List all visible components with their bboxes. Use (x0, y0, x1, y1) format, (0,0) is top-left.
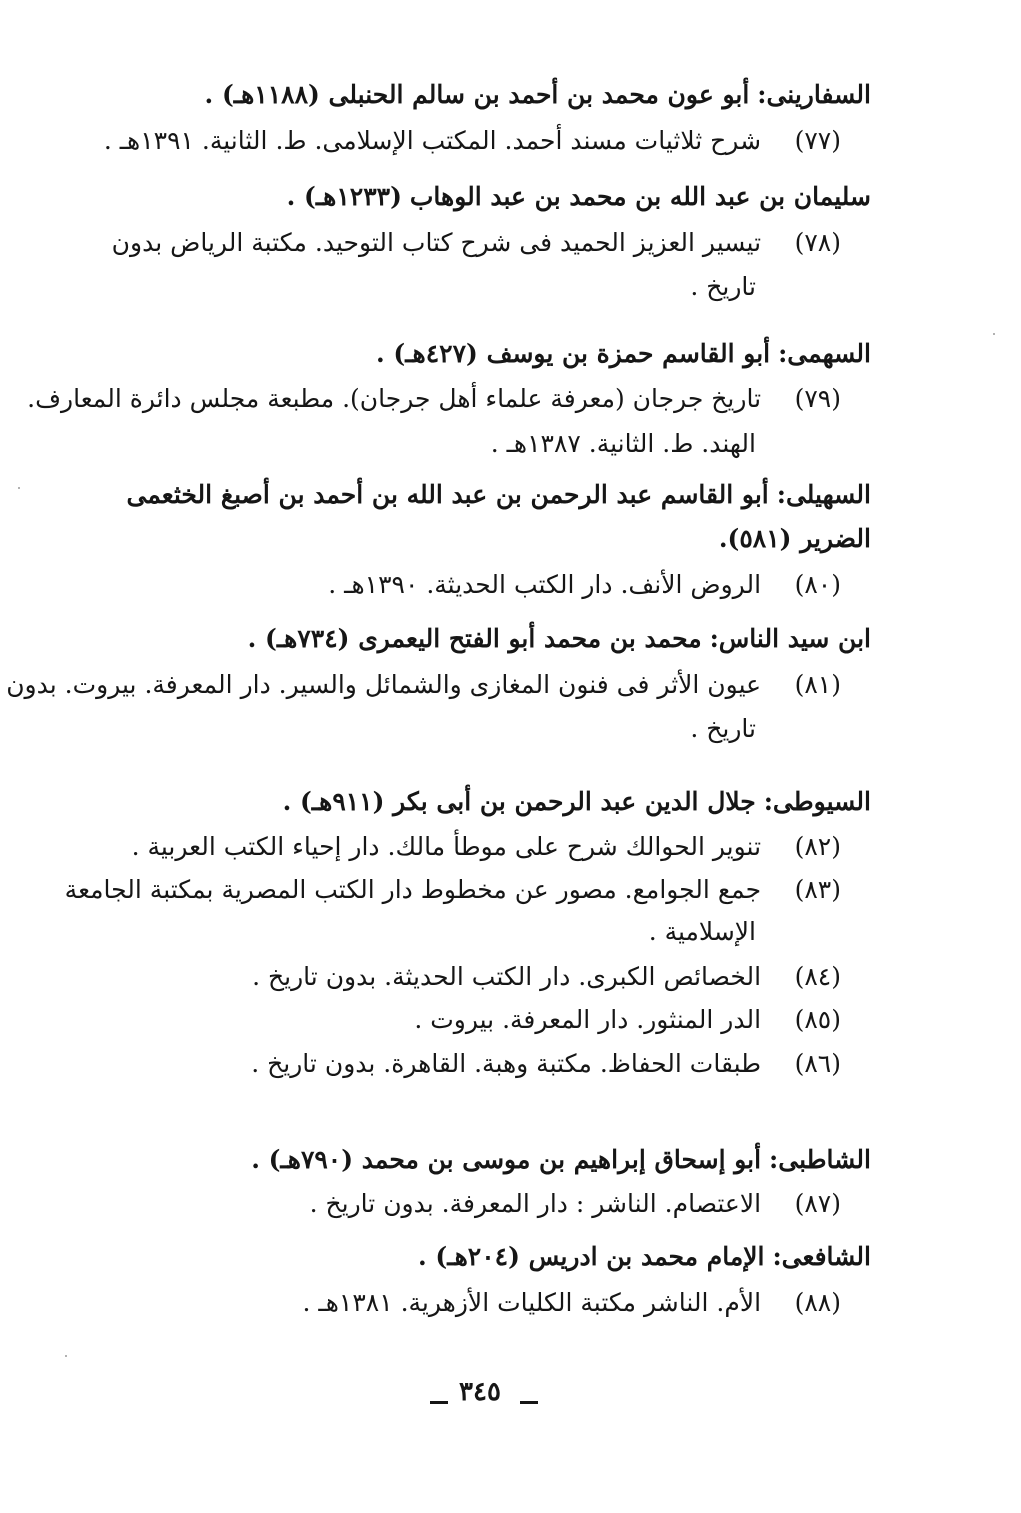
bibliography-entry (252, 960, 841, 996)
author-details: الضرير (٥٨١). (718, 524, 871, 553)
author-heading (418, 1240, 871, 1276)
entry-number: (٨٦) (794, 1049, 841, 1078)
author-heading (127, 478, 871, 514)
entry-text: طبقات الحفاظ. مكتبة وهبة. القاهرة. بدون تاريخ . (251, 1049, 762, 1078)
entry-text: الاعتصام. الناشر : دار المعرفة. بدون تاريخ . (309, 1189, 762, 1218)
entry-text: الخصائص الكبرى. دار الكتب الحديثة. بدون تاريخ . (252, 962, 762, 991)
entry-number: (٨١) (794, 670, 841, 699)
author-name: ابن سيد الناس: (709, 624, 871, 653)
entry-text: الروض الأنف. دار الكتب الحديثة. ١٣٩٠هـ . (328, 570, 762, 599)
scan-speck (18, 487, 20, 489)
scan-speck (993, 333, 995, 335)
bibliography-entry (310, 1187, 841, 1223)
bibliography-entry (328, 568, 841, 604)
bibliography-entry (132, 830, 841, 866)
author-details: (١٢٣٣هـ) . (286, 182, 402, 211)
entry-number: (٨٥) (794, 1005, 841, 1034)
entry-text: تنوير الحوالك شرح على موطأ مالك. دار إحياء الكتب العربية . (131, 832, 762, 861)
entry-continuation: الإسلامية . (648, 917, 756, 946)
entry-number: (٨٢) (794, 832, 841, 861)
page-number-dashes (430, 1401, 538, 1404)
entry-number: (٧٩) (794, 384, 841, 413)
entry-text: تاريخ جرجان (معرفة علماء أهل جرجان). مطبعة مجلس دائرة المعارف. (27, 384, 762, 413)
entry-number: (٧٨) (794, 228, 841, 257)
author-details: أبو إسحاق إبراهيم بن موسى بن محمد (٧٩٠هـ) . (251, 1145, 762, 1174)
author-details: أبو عون محمد بن أحمد بن سالم الحنبلى (١١٨٨هـ) . (204, 80, 750, 109)
author-details: جلال الدين عبد الرحمن بن أبى بكر (٩١١هـ) . (282, 787, 756, 816)
entry-text: عيون الأثر فى فنون المغازى والشمائل والسير. دار المعرفة. بيروت. بدون (6, 670, 762, 699)
author-name: الشافعى: (772, 1242, 871, 1271)
page-number (410, 1374, 550, 1410)
bibliography-entry (303, 1286, 842, 1322)
entry-text: تيسير العزيز الحميد فى شرح كتاب التوحيد. مكتبة الرياض بدون (111, 228, 762, 257)
entry-text: جمع الجوامع. مصور عن مخطوط دار الكتب المصرية بمكتبة الجامعة (64, 875, 762, 904)
author-details: الإمام محمد بن ادريس (٢٠٤هـ) . (418, 1242, 765, 1271)
entry-text: شرح ثلاثيات مسند أحمد. المكتب الإسلامى. ط. الثانية. ١٣٩١هـ . (103, 126, 762, 155)
author-details: أبو القاسم حمزة بن يوسف (٤٢٧هـ) . (376, 339, 771, 368)
page-number-text: ٣٤٥ (459, 1377, 501, 1407)
author-name: السهيلى: (776, 480, 871, 509)
bibliography-entry (65, 873, 841, 909)
author-heading (376, 337, 871, 373)
bibliography-entry (27, 382, 841, 418)
author-name: السهمى: (778, 339, 871, 368)
author-name: السفارينى: (757, 80, 871, 109)
author-details: أبو القاسم عبد الرحمن بن عبد الله بن أحمد بن أصبغ الخثعمى (126, 480, 769, 509)
entry-continuation: تاريخ . (690, 272, 756, 301)
entry-number: (٨٠) (794, 570, 841, 599)
bibliography-entry (104, 124, 841, 160)
bibliography-entry (6, 668, 841, 704)
author-heading (205, 78, 871, 114)
author-heading-continuation (719, 522, 871, 558)
entry-continuation: تاريخ . (690, 714, 756, 743)
author-details: محمد بن محمد أبو الفتح اليعمرى (٧٣٤هـ) . (247, 624, 702, 653)
entry-number: (٧٧) (794, 126, 841, 155)
dash-left (430, 1401, 448, 1404)
entry-number: (٨٧) (794, 1189, 841, 1218)
entry-text: الأم. الناشر مكتبة الكليات الأزهرية. ١٣٨١هـ . (302, 1288, 762, 1317)
dash-right (520, 1401, 538, 1404)
author-heading (287, 180, 871, 216)
entry-number: (٨٨) (794, 1288, 841, 1317)
author-name: سليمان بن عبد الله بن محمد بن عبد الوهاب (409, 182, 871, 211)
bibliography-entry (112, 226, 841, 262)
bibliography-entry (251, 1047, 841, 1083)
author-name: السيوطى: (763, 787, 871, 816)
entry-text: الدر المنثور. دار المعرفة. بيروت . (414, 1005, 762, 1034)
author-name: الشاطبى: (769, 1145, 871, 1174)
entry-continuation: الهند. ط. الثانية. ١٣٨٧هـ . (490, 429, 756, 458)
author-heading (248, 622, 871, 658)
entry-number: (٨٤) (794, 962, 841, 991)
author-heading (251, 1143, 871, 1179)
entry-number: (٨٣) (794, 875, 841, 904)
scan-speck (65, 1355, 67, 1357)
author-heading (283, 785, 871, 821)
bibliography-entry (414, 1003, 841, 1039)
